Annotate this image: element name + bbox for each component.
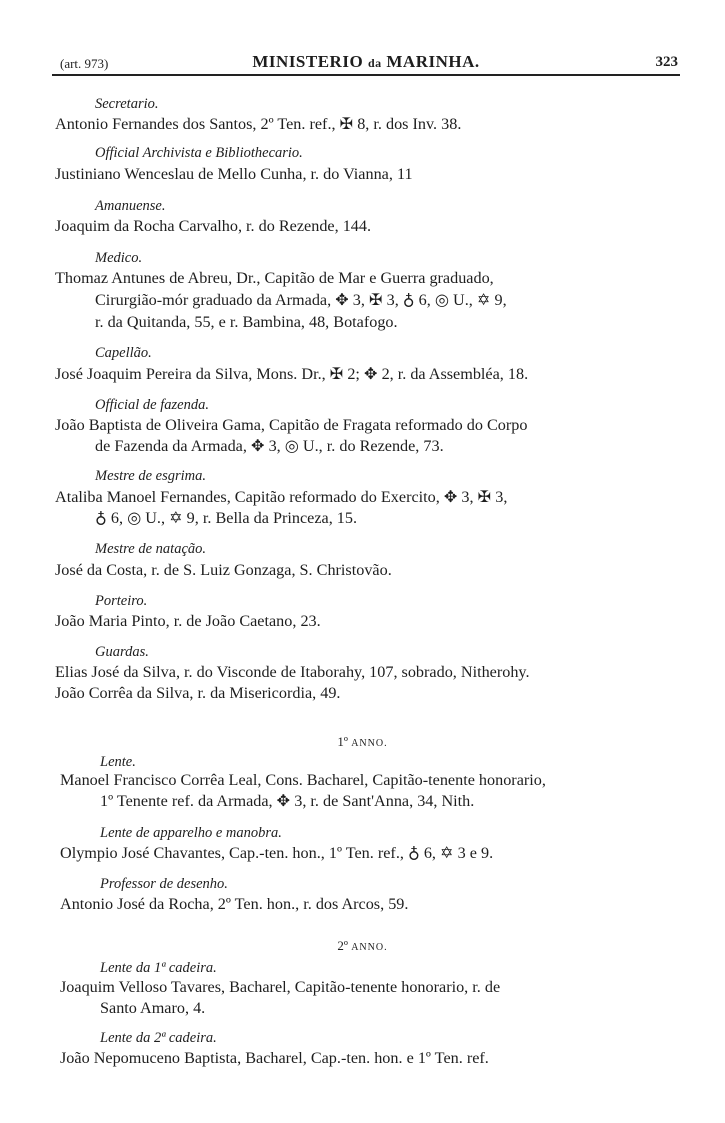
section-number: 1º: [337, 734, 348, 749]
page-header: [52, 50, 680, 76]
role-title-lente: Lente.: [100, 754, 136, 770]
entry-continuation: Cirurgião-mór graduado da Armada, ✥ 3, ✠ 3, ♁ 6, ◎ U., ✡ 9,: [95, 291, 507, 309]
role-title-amanuense: Amanuense.: [95, 198, 166, 214]
role-title-guardas: Guardas.: [95, 644, 149, 660]
entry-line: Justiniano Wenceslau de Mello Cunha, r. do Vianna, 11: [55, 165, 413, 183]
role-title-esgrima: Mestre de esgrima.: [95, 468, 207, 484]
role-title-capellao: Capellão.: [95, 345, 152, 361]
entry-continuation: ♁ 6, ◎ U., ✡ 9, r. Bella da Princeza, 15.: [95, 509, 358, 527]
role-title-lente-2-cadeira: Lente da 2ª cadeira.: [100, 1030, 217, 1046]
role-title-professor-desenho: Professor de desenho.: [100, 876, 228, 892]
entry-line: Antonio Fernandes dos Santos, 2º Ten. ref., ✠ 8, r. dos Inv. 38.: [55, 115, 462, 133]
section-number: 2º: [337, 938, 348, 953]
page-number: 323: [655, 54, 678, 70]
entry-continuation: de Fazenda da Armada, ✥ 3, ◎ U., r. do Rezende, 73.: [95, 437, 444, 455]
running-title-part-3: MARINHA.: [381, 52, 480, 71]
entry-line: José Joaquim Pereira da Silva, Mons. Dr., ✠ 2; ✥ 2, r. da Assembléa, 18.: [55, 365, 529, 383]
section-heading-2-anno: [0, 938, 725, 954]
entry-continuation: r. da Quitanda, 55, e r. Bambina, 48, Botafogo.: [95, 313, 398, 331]
role-title-archivista: Official Archivista e Bibliothecario.: [95, 145, 303, 161]
entry-line: Thomaz Antunes de Abreu, Dr., Capitão de Mar e Guerra graduado,: [55, 269, 494, 287]
running-title-part-2: da: [367, 56, 382, 70]
role-title-lente-1-cadeira: Lente da 1ª cadeira.: [100, 960, 217, 976]
entry-line: Olympio José Chavantes, Cap.-ten. hon., 1º Ten. ref., ♁ 6, ✡ 3 e 9.: [60, 844, 494, 862]
running-title-part-1: MINISTERIO: [252, 52, 368, 71]
role-title-medico: Medico.: [95, 250, 143, 266]
section-word: ANNO.: [351, 942, 388, 953]
entry-line: Joaquim Velloso Tavares, Bacharel, Capitão-tenente honorario, r. de: [60, 978, 501, 996]
entry-line: Joaquim da Rocha Carvalho, r. do Rezende, 144.: [55, 217, 372, 235]
article-reference: (art. 973): [60, 56, 109, 71]
entry-line: João Corrêa da Silva, r. da Misericordia, 49.: [55, 684, 341, 702]
entry-continuation: 1º Tenente ref. da Armada, ✥ 3, r. de Sant'Anna, 34, Nith.: [100, 792, 475, 810]
running-title: [52, 52, 680, 72]
role-title-secretario: Secretario.: [95, 96, 159, 112]
entry-line: João Maria Pinto, r. de João Caetano, 23.: [55, 612, 321, 630]
section-heading-1-anno: [0, 734, 725, 750]
entry-continuation: Santo Amaro, 4.: [100, 999, 206, 1017]
entry-line: José da Costa, r. de S. Luiz Gonzaga, S. Christovão.: [55, 561, 392, 579]
role-title-fazenda: Official de fazenda.: [95, 397, 209, 413]
entry-line: Manoel Francisco Corrêa Leal, Cons. Bacharel, Capitão-tenente honorario,: [60, 771, 546, 789]
entry-line: Antonio José da Rocha, 2º Ten. hon., r. dos Arcos, 59.: [60, 895, 409, 913]
entry-line: João Baptista de Oliveira Gama, Capitão de Fragata reformado do Corpo: [55, 416, 528, 434]
role-title-porteiro: Porteiro.: [95, 593, 148, 609]
entry-line: Elias José da Silva, r. do Visconde de Itaborahy, 107, sobrado, Nitherohy.: [55, 663, 530, 681]
section-word: ANNO.: [351, 738, 388, 749]
entry-line: Ataliba Manoel Fernandes, Capitão reformado do Exercito, ✥ 3, ✠ 3,: [55, 488, 508, 506]
entry-line: João Nepomuceno Baptista, Bacharel, Cap.-ten. hon. e 1º Ten. ref.: [60, 1049, 489, 1067]
role-title-lente-apparelho: Lente de apparelho e manobra.: [100, 825, 282, 841]
role-title-natacao: Mestre de natação.: [95, 541, 207, 557]
